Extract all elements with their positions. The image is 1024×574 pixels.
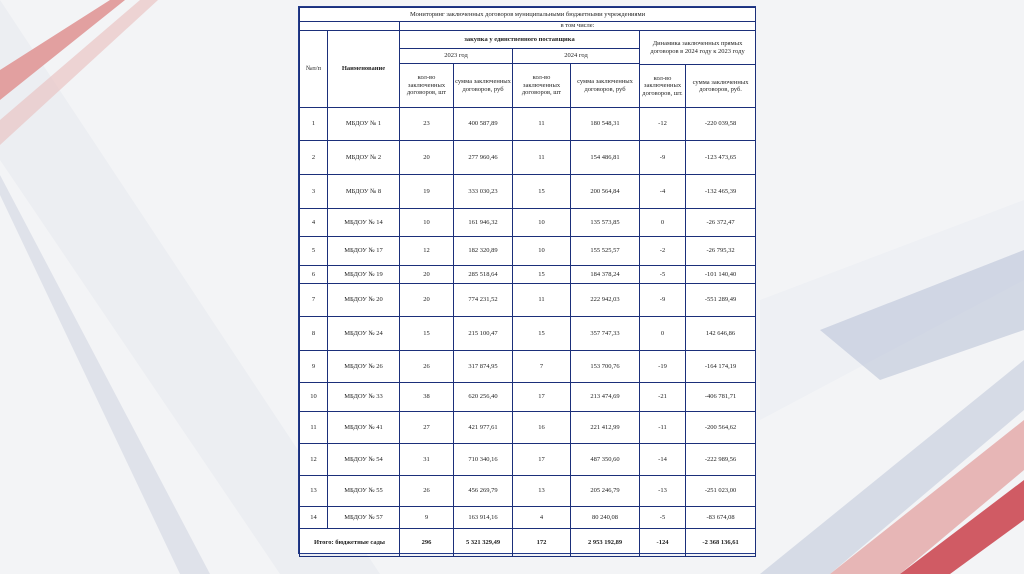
col-num-header: №п/п bbox=[300, 31, 328, 108]
cell-count-2024: 17 bbox=[513, 444, 571, 476]
cell-count-2024: 16 bbox=[513, 412, 571, 444]
cell-name: МБДОУ № 41 bbox=[328, 412, 400, 444]
sub-sum-2024: сумма заключенных договоров, руб bbox=[571, 64, 640, 108]
cell-count-2023: 20 bbox=[400, 266, 454, 284]
cell-sum-2024: 357 747,33 bbox=[571, 317, 640, 351]
cell-sum-dynamics: -222 989,56 bbox=[686, 444, 756, 476]
cell-count-dynamics: 0 bbox=[640, 317, 686, 351]
cell-count-dynamics: -12 bbox=[640, 108, 686, 141]
cell-num: 8 bbox=[300, 317, 328, 351]
subheader-in-total: в том числе: bbox=[400, 22, 756, 31]
table-row bbox=[300, 383, 756, 412]
cell-sum-2024: 487 350,60 bbox=[571, 444, 640, 476]
cell-count-2024: 15 bbox=[513, 266, 571, 284]
cell-count-2024: 4 bbox=[513, 507, 571, 529]
cell-sum-dynamics: -551 289,49 bbox=[686, 284, 756, 317]
sub-count-2024: кол-во заключенных договоров, шт bbox=[513, 64, 571, 108]
cell-sum-2023: 710 340,16 bbox=[454, 444, 513, 476]
sub-sum-2023: сумма заключенных договоров, руб bbox=[454, 64, 513, 108]
cell-count-2023: 9 bbox=[400, 507, 454, 529]
cell-sum-dynamics: -83 674,08 bbox=[686, 507, 756, 529]
cell-name: МБДОУ № 55 bbox=[328, 476, 400, 507]
cell-name: МБДОУ № 8 bbox=[328, 175, 400, 209]
cell-sum-2023: 421 977,61 bbox=[454, 412, 513, 444]
cell-name: МБДОУ № 19 bbox=[328, 266, 400, 284]
cell-num: 12 bbox=[300, 444, 328, 476]
cell-name: МБДОУ № 20 bbox=[328, 284, 400, 317]
contracts-table bbox=[299, 7, 756, 557]
cell-sum-dynamics: -164 174,19 bbox=[686, 351, 756, 383]
cell-name: МБДОУ № 33 bbox=[328, 383, 400, 412]
cell-count-dynamics: -9 bbox=[640, 141, 686, 175]
cell-sum-dynamics: 142 646,86 bbox=[686, 317, 756, 351]
cell-sum-2024: 200 564,84 bbox=[571, 175, 640, 209]
cell-sum-2023: 400 587,89 bbox=[454, 108, 513, 141]
cell-num: 3 bbox=[300, 175, 328, 209]
table-title: Мониторинг заключенных договоров муниципальными бюджетными учреждениями bbox=[300, 8, 756, 22]
cell-count-2023: 15 bbox=[400, 317, 454, 351]
cell-count-2024: 10 bbox=[513, 209, 571, 237]
cell-sum-dynamics: -132 465,39 bbox=[686, 175, 756, 209]
table-row bbox=[300, 351, 756, 383]
total-count-dynamics: -124 bbox=[640, 529, 686, 557]
year-2024-header: 2024 год bbox=[513, 49, 640, 64]
cell-sum-2023: 215 100,47 bbox=[454, 317, 513, 351]
cell-sum-2023: 333 030,23 bbox=[454, 175, 513, 209]
cell-sum-2023: 161 946,32 bbox=[454, 209, 513, 237]
cell-num: 5 bbox=[300, 237, 328, 266]
cell-count-2023: 20 bbox=[400, 141, 454, 175]
total-label: Итого: бюджетные сады bbox=[300, 529, 400, 557]
cell-count-2024: 15 bbox=[513, 175, 571, 209]
cell-count-dynamics: -13 bbox=[640, 476, 686, 507]
monitoring-table-sheet bbox=[298, 6, 756, 554]
cell-sum-2024: 213 474,69 bbox=[571, 383, 640, 412]
cell-sum-2023: 317 874,95 bbox=[454, 351, 513, 383]
cell-count-2023: 27 bbox=[400, 412, 454, 444]
dynamics-header: Динамика заключенных прямых договоров в 2024 году к 2023 году bbox=[640, 31, 756, 65]
cell-count-dynamics: -9 bbox=[640, 284, 686, 317]
cell-count-dynamics: 0 bbox=[640, 209, 686, 237]
table-row bbox=[300, 209, 756, 237]
cell-count-2023: 10 bbox=[400, 209, 454, 237]
cell-count-2023: 23 bbox=[400, 108, 454, 141]
cell-num: 7 bbox=[300, 284, 328, 317]
total-count-2024: 172 bbox=[513, 529, 571, 557]
cell-count-dynamics: -14 bbox=[640, 444, 686, 476]
table-row bbox=[300, 108, 756, 141]
cell-sum-dynamics: -406 781,71 bbox=[686, 383, 756, 412]
cell-count-2023: 20 bbox=[400, 284, 454, 317]
total-row bbox=[300, 529, 756, 557]
cell-num: 10 bbox=[300, 383, 328, 412]
cell-sum-2023: 182 320,89 bbox=[454, 237, 513, 266]
cell-sum-dynamics: -26 795,32 bbox=[686, 237, 756, 266]
cell-count-2024: 10 bbox=[513, 237, 571, 266]
cell-sum-dynamics: -101 140,40 bbox=[686, 266, 756, 284]
cell-name: МБДОУ № 24 bbox=[328, 317, 400, 351]
cell-count-2024: 11 bbox=[513, 108, 571, 141]
cell-sum-2024: 155 525,57 bbox=[571, 237, 640, 266]
table-row bbox=[300, 284, 756, 317]
cell-num: 13 bbox=[300, 476, 328, 507]
cell-sum-2024: 180 548,31 bbox=[571, 108, 640, 141]
cell-name: МБДОУ № 1 bbox=[328, 108, 400, 141]
blank-cell bbox=[300, 22, 400, 31]
cell-num: 14 bbox=[300, 507, 328, 529]
cell-count-2023: 26 bbox=[400, 351, 454, 383]
cell-count-2024: 13 bbox=[513, 476, 571, 507]
cell-count-2023: 12 bbox=[400, 237, 454, 266]
total-sum-dynamics: -2 368 136,61 bbox=[686, 529, 756, 557]
total-sum-2024: 2 953 192,89 bbox=[571, 529, 640, 557]
cell-name: МБДОУ № 54 bbox=[328, 444, 400, 476]
cell-num: 2 bbox=[300, 141, 328, 175]
cell-count-dynamics: -11 bbox=[640, 412, 686, 444]
cell-count-2024: 17 bbox=[513, 383, 571, 412]
cell-sum-2024: 184 378,24 bbox=[571, 266, 640, 284]
cell-count-2024: 11 bbox=[513, 284, 571, 317]
cell-count-2024: 15 bbox=[513, 317, 571, 351]
cell-num: 9 bbox=[300, 351, 328, 383]
cell-sum-2023: 620 256,40 bbox=[454, 383, 513, 412]
cell-sum-2024: 153 700,76 bbox=[571, 351, 640, 383]
cell-sum-dynamics: -123 473,65 bbox=[686, 141, 756, 175]
cell-count-dynamics: -5 bbox=[640, 507, 686, 529]
sub-count-2023: кол-во заключенных договоров, шт bbox=[400, 64, 454, 108]
cell-count-2023: 26 bbox=[400, 476, 454, 507]
table-row bbox=[300, 476, 756, 507]
cell-sum-2023: 163 914,16 bbox=[454, 507, 513, 529]
cell-num: 1 bbox=[300, 108, 328, 141]
cell-count-dynamics: -19 bbox=[640, 351, 686, 383]
cell-count-dynamics: -5 bbox=[640, 266, 686, 284]
cell-count-2023: 19 bbox=[400, 175, 454, 209]
cell-count-2023: 38 bbox=[400, 383, 454, 412]
cell-count-dynamics: -2 bbox=[640, 237, 686, 266]
cell-sum-dynamics: -200 564,62 bbox=[686, 412, 756, 444]
cell-sum-2023: 774 231,52 bbox=[454, 284, 513, 317]
cell-sum-2024: 154 486,81 bbox=[571, 141, 640, 175]
table-row bbox=[300, 175, 756, 209]
cell-sum-2024: 222 942,03 bbox=[571, 284, 640, 317]
cell-sum-2023: 277 960,46 bbox=[454, 141, 513, 175]
table-row bbox=[300, 237, 756, 266]
group-header: закупка у единственного поставщика bbox=[400, 31, 640, 49]
cell-sum-2024: 80 240,08 bbox=[571, 507, 640, 529]
cell-name: МБДОУ № 2 bbox=[328, 141, 400, 175]
cell-name: МБДОУ № 14 bbox=[328, 209, 400, 237]
cell-sum-2023: 456 269,79 bbox=[454, 476, 513, 507]
cell-name: МБДОУ № 57 bbox=[328, 507, 400, 529]
sub-count-dynamics: кол-во заключенных договоров, шт. bbox=[640, 65, 686, 108]
cell-num: 6 bbox=[300, 266, 328, 284]
total-count-2023: 296 bbox=[400, 529, 454, 557]
table-row bbox=[300, 444, 756, 476]
cell-count-dynamics: -4 bbox=[640, 175, 686, 209]
table-row bbox=[300, 507, 756, 529]
cell-sum-dynamics: -251 023,00 bbox=[686, 476, 756, 507]
cell-count-2024: 7 bbox=[513, 351, 571, 383]
total-sum-2023: 5 321 329,49 bbox=[454, 529, 513, 557]
cell-sum-dynamics: -220 039,58 bbox=[686, 108, 756, 141]
cell-name: МБДОУ № 26 bbox=[328, 351, 400, 383]
year-2023-header: 2023 год bbox=[400, 49, 513, 64]
cell-num: 4 bbox=[300, 209, 328, 237]
cell-count-2024: 11 bbox=[513, 141, 571, 175]
cell-count-dynamics: -21 bbox=[640, 383, 686, 412]
col-name-header: Наименование bbox=[328, 31, 400, 108]
table-row bbox=[300, 141, 756, 175]
cell-sum-2024: 135 573,85 bbox=[571, 209, 640, 237]
table-row bbox=[300, 266, 756, 284]
cell-sum-2024: 205 246,79 bbox=[571, 476, 640, 507]
cell-sum-dynamics: -26 372,47 bbox=[686, 209, 756, 237]
sub-sum-dynamics: сумма заключенных договоров, руб. bbox=[686, 65, 756, 108]
table-body bbox=[300, 108, 756, 529]
cell-name: МБДОУ № 17 bbox=[328, 237, 400, 266]
table-row bbox=[300, 412, 756, 444]
cell-sum-2023: 285 518,64 bbox=[454, 266, 513, 284]
cell-count-2023: 31 bbox=[400, 444, 454, 476]
cell-num: 11 bbox=[300, 412, 328, 444]
cell-sum-2024: 221 412,99 bbox=[571, 412, 640, 444]
table-row bbox=[300, 317, 756, 351]
